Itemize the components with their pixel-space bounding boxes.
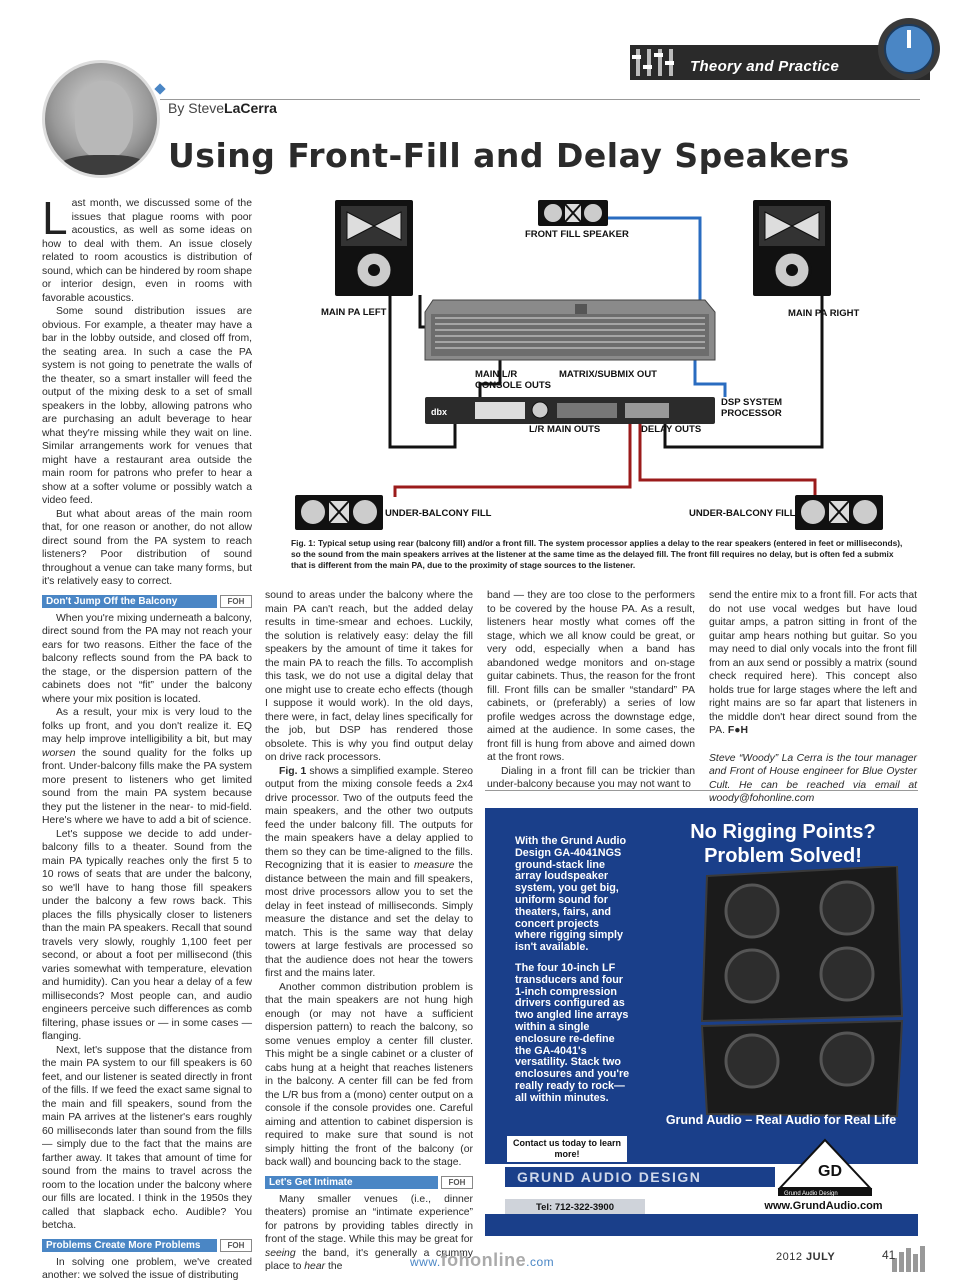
column-3: [487, 589, 695, 792]
paragraph: send the entire mix to a front fill. For acts that do not use vocal wedges but have loud guitar amps, a patron sitting in front of the guitar amp hears nothing but guitar. So you may need to dial only vocals into the front fill from an aux send or possibly a matrix (sound check required here). This concept also holds true for large stages where the left and right mains are so far apart that listeners in the middle don't hear direct sound from the PA. F●H: [709, 590, 917, 736]
label-under-fill-left: UNDER-BALCONY FILL: [385, 508, 492, 519]
paragraph: But what about areas of the main room that, for one reason or another, do not allow direct sound from the PA system to reach listeners? Poor distribution of sound throughout a venue can take many forms, but it's relatively easy to correct.: [42, 508, 252, 587]
end-mark: F●H: [727, 725, 749, 736]
byline-prefix: By Steve: [168, 100, 225, 116]
label-delay-outs: DELAY OUTS: [641, 424, 702, 435]
footer-url[interactable]: www.fohonline.com: [410, 1250, 555, 1270]
subhead-intimate: Let's Get Intimate FOH: [265, 1176, 473, 1189]
paragraph: band — they are too close to the performers to be covered by the house PA. As a result, listeners hear mostly what comes off the stage, which we all know could be great, or very odd, especially when a band has abandoned wedge monitors and on-stage guitar cabinets. Thus, the reason for the front fill. Front fills can be smaller “standard” PA cabinets, or (preferably) a series of low profile wedges across the downstage edge, aimed at the audience. In some cases, the front fill is hung from above and aimed down at the front rows.: [487, 590, 695, 763]
author-photo: [42, 60, 160, 178]
label-dsp: DSP SYSTEM PROCESSOR: [721, 397, 783, 419]
paragraph: When you're mixing underneath a balcony, direct sound from the PA may not reach your ears for two reasons. Either the face of the balcony reflects sound from the PA back to the stage, or the dispersion pattern of the cabinets does not “fit” under the balcony where your mix position is located.: [42, 612, 252, 705]
footer-issue: 2012 JULY: [776, 1251, 836, 1263]
paragraph: Fig. 1 shows a simplified example. Stereo output from the mixing console feeds a 2x4 drive processor. Two of the outputs feed the main speakers, and the other two outputs feed the under balcony fill. The outputs for the main speakers have a delay applied to them so they can be time-aligned to the fills. Recognizing that it is easier to measure the distance between the main and fill speakers, most drive processors allow you to set the delay in feet instead of milliseconds. Simply measure the distance and set the delay to match. This is the same way that delay towers at large festivals are processed so that the audience does not hear the towers first and the mains later.: [265, 765, 474, 979]
cable-main-left: [420, 295, 425, 327]
subhead-problems: Problems Create More Problems FOH: [42, 1239, 252, 1252]
knob-icon: [878, 18, 940, 80]
cable-matrix: [695, 360, 725, 397]
dsp-processor: [425, 397, 715, 424]
label-lr-main-outs: L/R MAIN OUTS: [529, 424, 601, 435]
paragraph: In solving one problem, we've created another: we solved the issue of distributing: [42, 1256, 252, 1280]
grund-audio-ad[interactable]: [485, 808, 918, 1236]
mixer-faders-icon: [632, 45, 682, 80]
grund-logo-icon: [770, 1138, 880, 1198]
svg-text:GD: GD: [818, 1163, 842, 1180]
column-4: [709, 589, 917, 806]
byline-marker-icon: [154, 83, 165, 94]
paragraph: sound to areas under the balcony where the main PA can't reach, but the added delay results in time-smear and echoes. Luckily, the solution is relatively easy: delay the fill speakers by the amount of time it takes for the main PA to reach the fills. To accomplish this task, we do not use a digital delay that one might use to create echo effects (though I suppose it would work). In the old days, there were, in fact, delay lines specifically for the job, but DSP has rendered those obsolete. This is why you find output delay on drive rack processors.: [265, 590, 473, 763]
ad-contact: Contact us today to learn more!: [507, 1136, 627, 1162]
figure-1-diagram: [285, 192, 925, 534]
label-console-outs: MAIN L/R CONSOLE OUTS: [475, 369, 552, 391]
page-number: 41: [878, 1244, 930, 1272]
dbx-logo: dbx: [431, 407, 448, 417]
label-under-fill-right: UNDER-BALCONY FILL: [689, 508, 796, 519]
main-pa-left-speaker: [335, 200, 413, 296]
label-front-fill: FRONT FILL SPEAKER: [525, 229, 629, 240]
article-title: Using Front-Fill and Delay Speakers: [168, 136, 850, 175]
column-2: [265, 589, 473, 1274]
ad-tagline: Grund Audio – Real Audio for Real Life: [665, 1113, 897, 1127]
ad-bottom-strip: [485, 1214, 918, 1236]
mixing-console: [425, 300, 715, 360]
label-main-left: MAIN PA LEFT: [321, 307, 387, 318]
ad-headline: No Rigging Points? Problem Solved!: [690, 821, 876, 867]
byline: [168, 100, 277, 116]
author-bio: Steve “Woody” La Cerra is the tour manager and Front of House engineer for Blue Oyster Cult. He can be reached via email at woody@fohonline.com: [709, 752, 917, 804]
dropcap: L: [42, 192, 68, 244]
main-pa-right-speaker: [753, 200, 831, 296]
label-matrix-out: MATRIX/SUBMIX OUT: [559, 369, 657, 380]
paragraph: Dialing in a front fill can be trickier than under-balcony because you may not want to: [487, 765, 695, 790]
byline-name: LaCerra: [224, 100, 277, 116]
paragraph: Many smaller venues (i.e., dinner theaters) promise an “intimate experience” for patrons by providing tables directly in front of the stage. While this may be great for seeing the band, it's generally a crummy place to hear the: [265, 1193, 473, 1272]
paragraph: Next, let's suppose that the distance from the main PA system to our fill speakers is 60 feet, and our listener is seated directly in front of the fills. If we feed the exact same signal to the main and fill speakers, sound from the main PA arrives at the listener's ears roughly 60 milliseconds later than sound from the fills — simply due to the fact that the mains are farther away. It takes that amount of time for sound from the mains to travel across the room to the location under the balcony where our fills are located. I think in the 1950s they called that slapback echo. Audible? You betcha.: [42, 1044, 252, 1231]
paragraph: Let's suppose we decide to add under-balcony fills to a theater. Sound from the main PA typically reaches only the first 5 to 10 rows of seats that are under the balcony, so we'll have to hang those fill speakers under the balcony a few rows back. This places the fills physically closer to listeners than the main PA speakers. Recall that sound travels very slowly, roughly 1,100 feet per second, or about a foot per millisecond (this varies somewhat with temperature, elevation and humidity). Can you hear a delay of a few milliseconds? Most people can, and audio engineers perceive such differences as comb filtering, phase issues or — in some cases — flanging.: [42, 828, 252, 1042]
under-balcony-fill-left: [295, 495, 383, 530]
subhead-balcony: Don't Jump Off the Balcony FOH: [42, 595, 252, 608]
ad-telephone[interactable]: Tel: 712-322-3900: [505, 1199, 645, 1217]
section-title: Theory and Practice: [690, 58, 840, 75]
figure-caption: Fig. 1: Typical setup using rear (balcony fill) and/or a front fill. The system processor applies a delay to the rear speakers (entered in feet or milliseconds), so the sound from the main speakers arrives at the listener at the same time as the delayed fill. The front fill requires no delay, but is often fed a submix that is different from the main PA, due to the proximity of stage sources to the listener.: [291, 538, 903, 570]
paragraph: Some sound distribution issues are obvious. For example, a theater may have a bar in the lobby outside, and closed off from, the seating area. In such a case the PA system is not going to penetrate the walls of the theater, so a smart installer will feed the output of the mixing desk to a set of small speakers in the lobby, allowing patrons who are purchasing an adult beverage to hear what they're missing while they wait on line. Similar arrangements work for venues that might have a restaurant area outside the main room for patrons who prefer to hear a show at a softer volume or possibly watch a video feed.: [42, 306, 252, 506]
ad-body: With the Grund Audio Design GA-4041NGS ground-stack line array loudspeaker system, you get big, uniform sound for theaters, fairs, and concert projects where rigging simply isn't available. The four 10-inch LF transducers and four 1-inch compression drivers configured as two angled line arrays within a single enclosure re-define the GA-4041's versatility. Stack two enclosures and you're really ready to rock—all within minutes.: [515, 835, 630, 1104]
paragraph: As a result, your mix is very loud to the folks up front, and you don't realize it. EQ may help improve intelligibility a bit, but may worsen the sound quality for the folks up front. Under-balcony fills make the PA system more present to listeners who get limited sound from the main PA system because they put the listener in the near- to mid-field. Here's where we have to add a bit of science.: [42, 707, 252, 826]
column-1: [42, 192, 252, 1280]
front-fill-speaker: [538, 200, 608, 226]
intro-paragraph: Last month, we discussed some of the issues that plague rooms with poor acoustics, as well as some ideas on how to deal with them. An issue closely related to room acoustics is distribution of sound, which can be hindered by room shape or interior design, even in rooms with favorable acoustics.: [42, 192, 252, 304]
logo-text: Grund Audio Design: [784, 1191, 838, 1197]
ad-divider: [485, 790, 918, 791]
under-balcony-fill-right: [795, 495, 883, 530]
label-main-right: MAIN PA RIGHT: [788, 308, 860, 319]
ad-website-link[interactable]: www.GrundAudio.com: [764, 1200, 883, 1212]
ad-brand: GRUND AUDIO DESIGN: [505, 1167, 775, 1187]
paragraph: Another common distribution problem is that the main speakers are not hung high enough (or may not have a sufficient dispersion pattern) to reach the balcony, so some venues employ a center fill cluster. This might be a single cabinet or a cluster of cabs hung at a height that reaches listeners in the balcony. A center fill can be fed from the L/R bus from a (mono) center output on a console if the console provides one. Careful aiming and attention to cabinet dispersion is required to make sure that sound is not simply hitting the front of the balcony (or back wall) and bouncing back to the stage.: [265, 981, 473, 1168]
